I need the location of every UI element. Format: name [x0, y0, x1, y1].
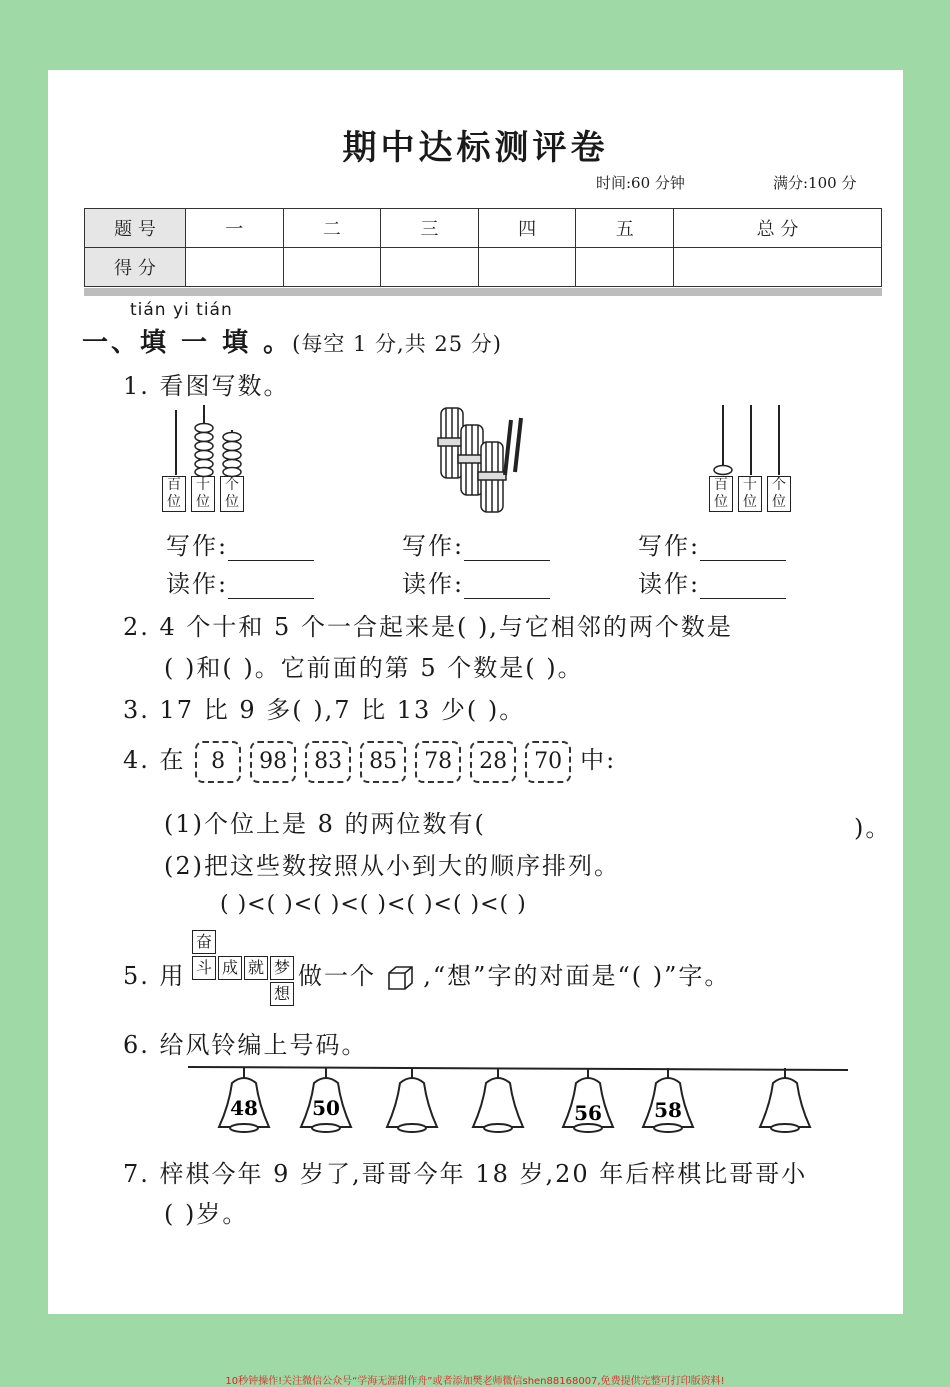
read-label: 读作:	[638, 570, 701, 598]
q5-prefix: 5. 用	[123, 962, 186, 990]
number-card: 78	[415, 741, 461, 783]
footer-promo: 10秒钟操作!关注微信公众号“学海无涯甜作舟”或者添加樊老师微信shen88168007,免费提供完整可打印版资料!	[225, 1376, 725, 1387]
net-cell: 就	[244, 956, 268, 980]
time-label: 时间:60 分钟	[596, 174, 685, 192]
number-card: 83	[305, 741, 351, 783]
q4-prefix: 4. 在	[123, 746, 186, 774]
net-cell: 奋	[192, 930, 216, 954]
section-note: (每空 1 分,共 25 分)	[292, 332, 503, 356]
bell-number: 58	[654, 1098, 682, 1122]
answer-blank[interactable]	[700, 538, 786, 561]
score-table	[84, 208, 882, 287]
q1-title: 1. 看图写数。	[123, 372, 290, 400]
q4-suffix: 中:	[580, 746, 617, 774]
write-label: 写作:	[402, 532, 465, 560]
answer-blank[interactable]	[464, 538, 550, 561]
read-label: 读作:	[166, 570, 229, 598]
score-row-label: 得 分	[85, 248, 186, 287]
score-cell[interactable]	[381, 248, 479, 287]
q5-text-a: 做一个	[298, 962, 376, 990]
score-col-2: 二	[283, 209, 381, 248]
read-answer-3	[638, 564, 786, 599]
q6-text: 6. 给风铃编上号码。	[123, 1031, 368, 1059]
q4-line	[123, 740, 616, 783]
page-title: 期中达标测评卷	[342, 128, 609, 168]
place-tens: 十位	[191, 476, 215, 512]
score-col-5: 五	[576, 209, 674, 248]
net-cell: 斗	[192, 956, 216, 980]
q4-sub2: (2)把这些数按照从小到大的顺序排列。	[164, 852, 620, 880]
score-cell[interactable]	[576, 248, 674, 287]
full-score-label: 满分:100 分	[773, 174, 857, 192]
number-card: 8	[195, 741, 241, 783]
abacus-1	[158, 400, 250, 515]
q4-sub1-end: )。	[854, 814, 892, 842]
answer-blank[interactable]	[700, 576, 786, 599]
q5-text-b: ,“想”字的对面是“( )”字。	[423, 962, 731, 990]
wind-chimes	[188, 1065, 848, 1150]
place-ones: 个位	[220, 476, 244, 512]
q7-line2: ( )岁。	[164, 1200, 249, 1228]
write-label: 写作:	[638, 532, 701, 560]
place-hundreds: 百位	[709, 476, 733, 512]
number-card: 98	[250, 741, 296, 783]
number-card: 70	[525, 741, 571, 783]
read-label: 读作:	[402, 570, 465, 598]
write-answer-3	[638, 526, 786, 561]
place-ones: 个位	[767, 476, 791, 512]
score-cell[interactable]	[674, 248, 882, 287]
section-title-text: 一、填 一 填 。	[82, 328, 293, 358]
answer-blank[interactable]	[464, 576, 550, 599]
score-col-4: 四	[478, 209, 576, 248]
place-tens: 十位	[738, 476, 762, 512]
section-pinyin: tián yi tián	[130, 300, 233, 320]
q5-text	[298, 956, 730, 992]
q4-sub1: (1)个位上是 8 的两位数有(	[164, 810, 486, 838]
q2-line1: 2. 4 个十和 5 个一合起来是( ),与它相邻的两个数是	[123, 613, 733, 641]
bell-number: 48	[230, 1096, 258, 1120]
abacus-2	[705, 400, 797, 515]
read-answer-2	[402, 564, 550, 599]
write-answer-2	[402, 526, 550, 561]
q4-order: ( )<( )<( )<( )<( )<( )<( )	[220, 892, 527, 917]
write-label: 写作:	[166, 532, 229, 560]
score-cell[interactable]	[186, 248, 284, 287]
score-table-score-row	[85, 248, 882, 287]
number-card: 85	[360, 741, 406, 783]
write-answer-1	[166, 526, 314, 561]
table-shadow-bar	[84, 288, 882, 296]
net-cell: 成	[218, 956, 242, 980]
bell-number: 50	[312, 1096, 340, 1120]
score-cell[interactable]	[478, 248, 576, 287]
net-cell: 想	[270, 982, 294, 1006]
stick-bundles	[433, 400, 533, 520]
answer-blank[interactable]	[228, 576, 314, 599]
score-cell[interactable]	[283, 248, 381, 287]
score-col-3: 三	[381, 209, 479, 248]
score-col-label: 题 号	[85, 209, 186, 248]
read-answer-1	[166, 564, 314, 599]
q2-line2: ( )和( )。它前面的第 5 个数是( )。	[164, 654, 584, 682]
cube-icon	[386, 964, 414, 992]
section-title	[82, 322, 502, 359]
score-col-total: 总 分	[674, 209, 882, 248]
bell-number: 56	[574, 1101, 602, 1125]
number-card: 28	[470, 741, 516, 783]
cube-net	[192, 930, 302, 1010]
score-table-header-row	[85, 209, 882, 248]
score-col-1: 一	[186, 209, 284, 248]
answer-blank[interactable]	[228, 538, 314, 561]
q7-line1: 7. 梓棋今年 9 岁了,哥哥今年 18 岁,20 年后梓棋比哥哥小	[123, 1160, 808, 1188]
worksheet-paper	[48, 70, 903, 1314]
q3-text: 3. 17 比 9 多( ),7 比 13 少( )。	[123, 696, 526, 724]
net-cell: 梦	[270, 956, 294, 980]
place-hundreds: 百位	[162, 476, 186, 512]
